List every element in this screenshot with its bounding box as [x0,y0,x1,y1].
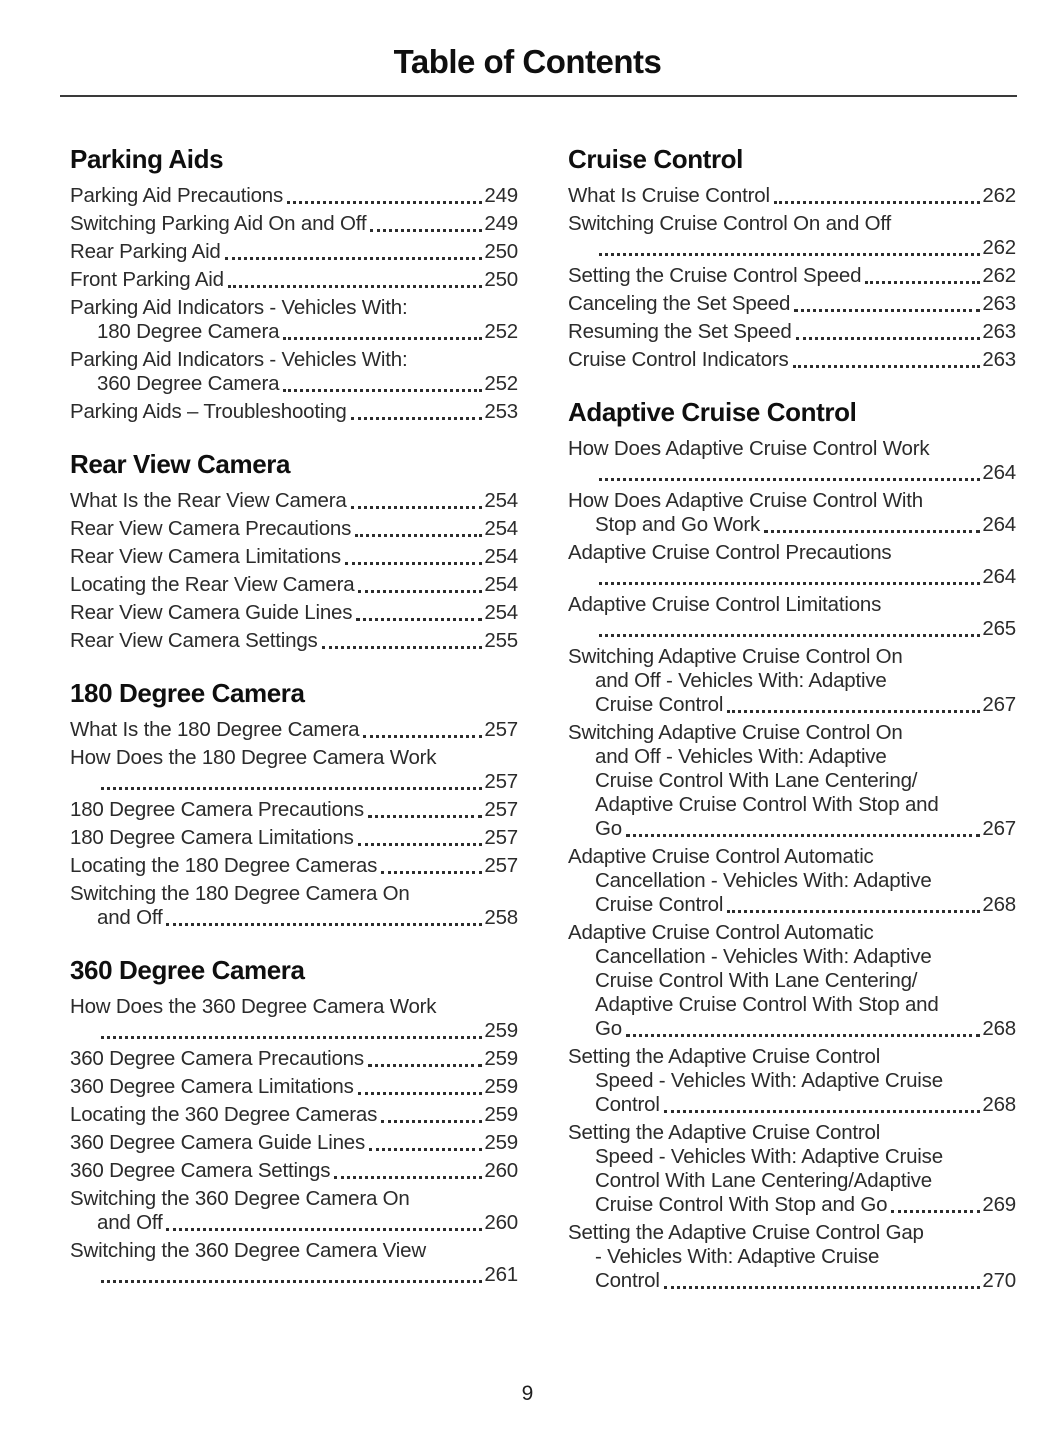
entry-page-ref: 260 [484,1211,518,1234]
entry-text: Rear View Camera Settings [70,629,318,652]
toc-entry [70,1103,518,1127]
toc-entry-line [568,264,1016,288]
entry-text: Switching the 180 Degree Camera On [70,882,410,905]
toc-entry-line [70,1075,518,1099]
entry-text: Cruise Control [595,893,724,916]
entry-text: How Does the 180 Degree Camera Work [70,746,437,769]
entry-page-ref: 257 [484,770,518,793]
entry-text: - Vehicles With: Adaptive Cruise [595,1245,880,1268]
entry-text: Cancellation - Vehicles With: Adaptive [595,869,932,892]
toc-entry-line [568,693,1016,717]
toc-entry-line [70,517,518,541]
dot-leader [363,734,482,738]
toc-entry [70,995,518,1043]
toc-entry-line [568,617,1016,641]
toc-entry [70,1239,518,1287]
toc-entry [70,1131,518,1155]
entry-text: Setting the Adaptive Cruise Control [568,1121,881,1144]
toc-entry [70,629,518,653]
dot-leader [794,308,980,312]
toc-entry [70,489,518,513]
toc-entry [70,268,518,292]
dot-leader [368,1063,482,1067]
toc-entry [568,264,1016,288]
toc-entry-line [70,629,518,653]
dot-leader [358,1091,483,1095]
entry-text: and Off - Vehicles With: Adaptive [595,669,887,692]
section-heading: 360 Degree Camera [70,955,305,985]
entry-text: Resuming the Set Speed [568,320,792,343]
entry-text: 360 Degree Camera Limitations [70,1075,354,1098]
entry-text: Rear Parking Aid [70,240,221,263]
entry-text: Locating the Rear View Camera [70,573,355,596]
entry-page-ref: 262 [982,264,1016,287]
dot-leader [228,284,483,288]
toc-column [70,143,518,1297]
toc-entry-line [70,400,518,424]
toc-entry-line [568,184,1016,208]
toc-entry-line [568,513,1016,537]
entry-text: Go [595,817,622,840]
toc-entry-line [70,906,518,930]
toc-entry [568,489,1016,537]
entry-text: Cruise Control With Stop and Go [595,1193,888,1216]
entry-text: Switching the 360 Degree Camera View [70,1239,426,1262]
toc-entry-line [568,1017,1016,1041]
entry-page-ref: 261 [484,1263,518,1286]
dot-leader [664,1285,981,1289]
toc-entry-line [70,1263,518,1287]
dot-leader [368,814,482,818]
entry-page-ref: 259 [484,1047,518,1070]
entry-page-ref: 267 [982,693,1016,716]
dot-leader [370,228,482,232]
entry-text: Cruise Control [595,693,724,716]
toc-entry-line [70,1103,518,1127]
toc-entry [568,1221,1016,1293]
dot-leader [599,252,980,256]
toc-entry [568,437,1016,485]
dot-leader [322,645,483,649]
entry-page-ref: 264 [982,461,1016,484]
entry-page-ref: 268 [982,1093,1016,1116]
entry-page-ref: 259 [484,1103,518,1126]
entry-text: Rear View Camera Precautions [70,517,352,540]
entry-text: Locating the 360 Degree Cameras [70,1103,378,1126]
toc-entry [568,292,1016,316]
toc-entry-line [70,854,518,878]
entry-page-ref: 254 [484,545,518,568]
toc-entry-line [70,1159,518,1183]
toc-entry-line [70,489,518,513]
dot-leader [356,617,482,621]
toc-entry [70,882,518,930]
toc-entry [70,1075,518,1099]
toc-entry [70,212,518,236]
toc-entry [568,1045,1016,1117]
entry-text: Canceling the Set Speed [568,292,791,315]
entry-page-ref: 252 [484,320,518,343]
toc-entry-line [568,461,1016,485]
toc-entry-line [70,372,518,396]
entry-text: Go [595,1017,622,1040]
entry-page-ref: 263 [982,320,1016,343]
entry-text: Adaptive Cruise Control With Stop and [595,793,939,816]
toc-column [568,143,1016,1297]
dot-leader [358,589,482,593]
entry-page-ref: 258 [484,906,518,929]
entry-page-ref: 254 [484,573,518,596]
section-heading: Adaptive Cruise Control [568,397,857,427]
entry-page-ref: 254 [484,489,518,512]
toc-entry [70,798,518,822]
entry-text: 180 Degree Camera Limitations [70,826,354,849]
toc-entry [568,1121,1016,1217]
toc-entry-line [70,240,518,264]
section-heading: Cruise Control [568,144,743,174]
entry-text: Adaptive Cruise Control With Stop and [595,993,939,1016]
toc-columns [0,97,1055,1297]
toc-entry [70,1187,518,1235]
toc-entry-line [70,212,518,236]
toc-entry-line [70,1211,518,1235]
toc-entry [70,718,518,742]
entry-page-ref: 249 [484,184,518,207]
entry-text: Switching Cruise Control On and Off [568,212,892,235]
entry-page-ref: 254 [484,517,518,540]
dot-leader [793,364,981,368]
entry-text: Switching Adaptive Cruise Control On [568,645,903,668]
section-heading: Rear View Camera [70,449,291,479]
entry-page-ref: 250 [484,240,518,263]
entry-page-ref: 264 [982,513,1016,536]
toc-entry [70,517,518,541]
toc-entry-line [568,320,1016,344]
dot-leader [774,200,981,204]
entry-page-ref: 257 [484,854,518,877]
entry-page-ref: 264 [982,565,1016,588]
toc-entry-line [70,320,518,344]
toc-entry [568,721,1016,841]
entry-text: Cruise Control Indicators [568,348,789,371]
dot-leader [626,833,980,837]
toc-entry-line [70,545,518,569]
entry-text: 180 Degree Camera Precautions [70,798,364,821]
entry-text: Adaptive Cruise Control Automatic [568,921,874,944]
entry-page-ref: 259 [484,1075,518,1098]
entry-text: Setting the Adaptive Cruise Control [568,1045,881,1068]
toc-entry-line [568,893,1016,917]
toc-entry [568,593,1016,641]
dot-leader [599,633,980,637]
toc-entry [568,845,1016,917]
toc-entry [568,184,1016,208]
entry-page-ref: 263 [982,348,1016,371]
entry-text: Front Parking Aid [70,268,224,291]
entry-page-ref: 250 [484,268,518,291]
dot-leader [664,1109,981,1113]
entry-text: Switching the 360 Degree Camera On [70,1187,410,1210]
toc-entry-line [70,573,518,597]
entry-page-ref: 254 [484,601,518,624]
entry-text: Locating the 180 Degree Cameras [70,854,378,877]
toc-entry [70,348,518,396]
toc-entry-line [70,770,518,794]
entry-text: Parking Aid Indicators - Vehicles With: [70,348,408,371]
entry-text: Control [595,1269,660,1292]
toc-entry-line [70,184,518,208]
toc-entry-line [568,1269,1016,1293]
page-title: Table of Contents [393,43,662,80]
entry-page-ref: 259 [484,1019,518,1042]
toc-entry [70,601,518,625]
entry-text: What Is the 180 Degree Camera [70,718,360,741]
dot-leader [225,256,483,260]
toc-entry [70,1047,518,1071]
toc-entry-line [568,1093,1016,1117]
section-heading: 180 Degree Camera [70,678,305,708]
toc-entry [568,212,1016,260]
entry-text: What Is the Rear View Camera [70,489,347,512]
entry-page-ref: 259 [484,1131,518,1154]
toc-entry-line [568,292,1016,316]
entry-page-ref: 269 [982,1193,1016,1216]
toc-entry-line [70,1131,518,1155]
entry-page-ref: 267 [982,817,1016,840]
toc-entry [70,184,518,208]
toc-entry-line [568,817,1016,841]
entry-text: and Off [97,1211,163,1234]
dot-leader [351,505,483,509]
entry-text: 360 Degree Camera Guide Lines [70,1131,366,1154]
toc-entry-line [70,601,518,625]
entry-page-ref: 255 [484,629,518,652]
entry-page-ref: 262 [982,236,1016,259]
toc-entry [70,545,518,569]
dot-leader [727,709,980,713]
toc-entry-line [70,826,518,850]
entry-text: How Does Adaptive Cruise Control With [568,489,923,512]
entry-text: Switching Adaptive Cruise Control On [568,721,903,744]
entry-page-ref: 257 [484,826,518,849]
toc-entry-line [70,268,518,292]
dot-leader [727,909,980,913]
entry-text: 180 Degree Camera [97,320,280,343]
section-heading: Parking Aids [70,144,224,174]
toc-entry [568,645,1016,717]
entry-text: Speed - Vehicles With: Adaptive Cruise [595,1069,943,1092]
entry-text: Cruise Control With Lane Centering/ [595,969,918,992]
toc-entry [70,826,518,850]
entry-text: Rear View Camera Limitations [70,545,341,568]
toc-entry-line [70,1047,518,1071]
dot-leader [351,416,483,420]
toc-entry [568,348,1016,372]
toc-entry-line [70,718,518,742]
entry-page-ref: 268 [982,1017,1016,1040]
toc-entry [70,854,518,878]
toc-entry-line [568,348,1016,372]
entry-page-ref: 257 [484,798,518,821]
dot-leader [283,336,482,340]
dot-leader [101,1035,482,1039]
dot-leader [355,533,482,537]
dot-leader [369,1147,482,1151]
entry-text: How Does Adaptive Cruise Control Work [568,437,930,460]
entry-page-ref: 270 [982,1269,1016,1292]
dot-leader [101,1279,482,1283]
entry-page-ref: 252 [484,372,518,395]
toc-entry [70,573,518,597]
entry-text: Adaptive Cruise Control Limitations [568,593,882,616]
entry-text: and Off - Vehicles With: Adaptive [595,745,887,768]
entry-text: Control [595,1093,660,1116]
page-number: 9 [521,1382,534,1405]
entry-text: Speed - Vehicles With: Adaptive Cruise [595,1145,943,1168]
toc-entry [70,1159,518,1183]
entry-text: 360 Degree Camera [97,372,280,395]
toc-entry [70,296,518,344]
entry-text: Switching Parking Aid On and Off [70,212,367,235]
entry-text: Cruise Control With Lane Centering/ [595,769,918,792]
dot-leader [334,1175,482,1179]
entry-text: Parking Aids – Troubleshooting [70,400,347,423]
dot-leader [381,1119,482,1123]
dot-leader [166,922,482,926]
entry-text: How Does the 360 Degree Camera Work [70,995,437,1018]
entry-text: Cancellation - Vehicles With: Adaptive [595,945,932,968]
toc-entry [568,921,1016,1041]
toc-entry [70,746,518,794]
toc-entry-line [70,798,518,822]
dot-leader [891,1209,980,1213]
entry-text: What Is Cruise Control [568,184,770,207]
dot-leader [626,1033,980,1037]
toc-entry-line [568,565,1016,589]
entry-page-ref: 253 [484,400,518,423]
entry-text: Stop and Go Work [595,513,761,536]
dot-leader [345,561,483,565]
toc-entry [568,541,1016,589]
entry-page-ref: 249 [484,212,518,235]
toc-entry [70,400,518,424]
dot-leader [358,842,483,846]
entry-text: Control With Lane Centering/Adaptive [595,1169,932,1192]
toc-entry-line [568,236,1016,260]
toc-entry [70,240,518,264]
entry-text: and Off [97,906,163,929]
dot-leader [599,581,980,585]
toc-entry-line [568,1193,1016,1217]
dot-leader [599,477,980,481]
entry-text: Setting the Adaptive Cruise Control Gap [568,1221,924,1244]
entry-text: Setting the Cruise Control Speed [568,264,862,287]
entry-text: 360 Degree Camera Precautions [70,1047,364,1070]
dot-leader [381,870,482,874]
toc-entry [568,320,1016,344]
dot-leader [287,200,482,204]
entry-text: Rear View Camera Guide Lines [70,601,353,624]
entry-text: Adaptive Cruise Control Automatic [568,845,874,868]
dot-leader [283,388,482,392]
entry-page-ref: 257 [484,718,518,741]
entry-text: Adaptive Cruise Control Precautions [568,541,892,564]
dot-leader [166,1227,482,1231]
dot-leader [865,280,980,284]
entry-page-ref: 268 [982,893,1016,916]
dot-leader [796,336,981,340]
entry-page-ref: 265 [982,617,1016,640]
toc-entry-line [70,1019,518,1043]
dot-leader [764,529,980,533]
entry-page-ref: 263 [982,292,1016,315]
dot-leader [101,786,482,790]
entry-page-ref: 262 [982,184,1016,207]
entry-page-ref: 260 [484,1159,518,1182]
entry-text: Parking Aid Indicators - Vehicles With: [70,296,408,319]
entry-text: Parking Aid Precautions [70,184,284,207]
entry-text: 360 Degree Camera Settings [70,1159,331,1182]
